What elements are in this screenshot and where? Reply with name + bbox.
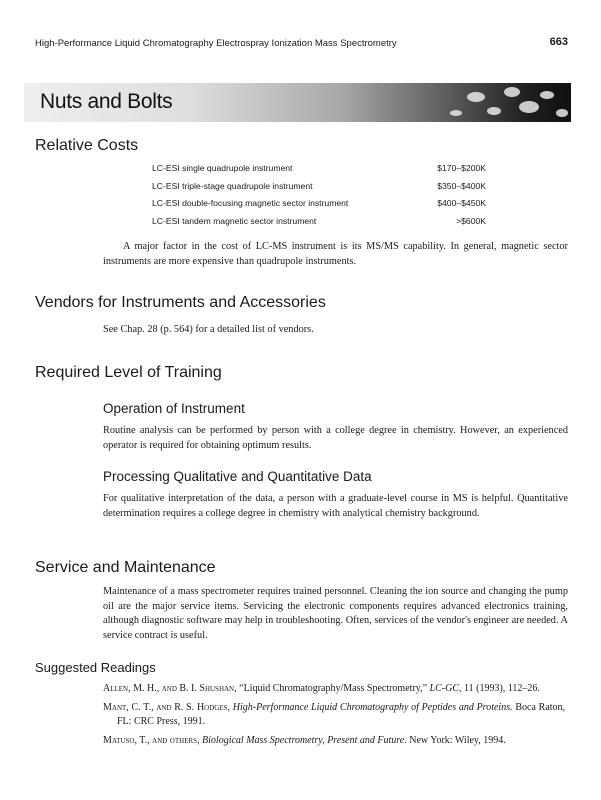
cost-row: [152, 163, 490, 181]
operation-paragraph: Routine analysis can be performed by person with a college degree in chemistry. However, an experienced operator is required for obtaining optimum results.: [103, 425, 568, 451]
instrument-price: $170–$200K: [437, 163, 486, 173]
references-list: [103, 682, 565, 748]
reference-title: High-Performance Liquid Chromatography of Peptides and Proteins.: [232, 702, 513, 713]
service-paragraph: Maintenance of a mass spectrometer requires trained personnel. Cleaning the ion source and changing the pump oil are the major service items. Servicing the electronic components requires advanced electronics training, although diagnostic software may help in troubleshooting. Often, services of the vendor's engineer are needed. A service contract is useful.: [103, 586, 568, 641]
banner-title: Nuts and Bolts: [40, 90, 173, 113]
cost-row: [152, 198, 490, 216]
reference-source: LC-GC,: [429, 683, 462, 694]
reference-title: “Liquid Chromatography/Mass Spectrometry,”: [239, 683, 428, 694]
reference-details: Boca Raton, FL: CRC Press, 1991.: [117, 702, 566, 727]
instrument-name: LC-ESI double-focusing magnetic sector instrument: [152, 198, 349, 208]
reference-authors: Mant, C. T., and R. S. Hodges,: [103, 702, 231, 713]
instrument-name: LC-ESI triple-stage quadrupole instrument: [152, 180, 313, 191]
vendors-paragraph: See Chap. 28 (p. 564) for a detailed list of vendors.: [103, 324, 314, 335]
instrument-name: LC-ESI tandem magnetic sector instrument: [152, 215, 317, 226]
readings-heading: Suggested Readings: [35, 660, 156, 675]
instrument-price: >$600K: [456, 215, 486, 226]
processing-paragraph: For qualitative interpretation of the data, a person with a graduate-level course in MS is helpful. Quantitative determination requires a college degree in chemistry with analytical chemistry background.: [103, 493, 568, 519]
relative-costs-heading: Relative Costs: [35, 137, 139, 154]
operation-heading: Operation of Instrument: [103, 401, 245, 416]
cost-row: [152, 181, 490, 199]
running-header: High-Performance Liquid Chromatography Electrospray Ionization Mass Spectrometry: [35, 38, 397, 49]
reference-details: New York: Wiley, 1994.: [409, 735, 506, 746]
training-heading: Required Level of Training: [35, 364, 222, 381]
instrument-price: $350–$400K: [437, 180, 486, 191]
reference-item: [103, 682, 565, 696]
instrument-name: LC-ESI single quadrupole instrument: [152, 163, 293, 173]
reference-item: [103, 701, 565, 729]
reference-authors: Allen, M. H., and B. I. Shushan,: [103, 683, 237, 694]
instrument-price: $400–$450K: [437, 198, 486, 208]
section-banner: [24, 83, 571, 122]
page-number: 663: [549, 36, 568, 48]
costs-paragraph: A major factor in the cost of LC-MS instrument is its MS/MS capability. In general, magnetic sector instruments are more expensive than quadrupole instruments.: [103, 241, 568, 267]
reference-details: 11 (1993), 112–26.: [464, 683, 540, 694]
reference-authors: Matuso, T., and others,: [103, 735, 200, 746]
reference-item: [103, 734, 565, 748]
reference-title: Biological Mass Spectrometry, Present and Future.: [202, 735, 407, 746]
cost-table: [152, 163, 490, 233]
service-heading: Service and Maintenance: [35, 559, 216, 576]
processing-heading: Processing Qualitative and Quantitative Data: [103, 469, 372, 484]
cost-row: [152, 216, 490, 234]
vendors-heading: Vendors for Instruments and Accessories: [35, 294, 326, 311]
